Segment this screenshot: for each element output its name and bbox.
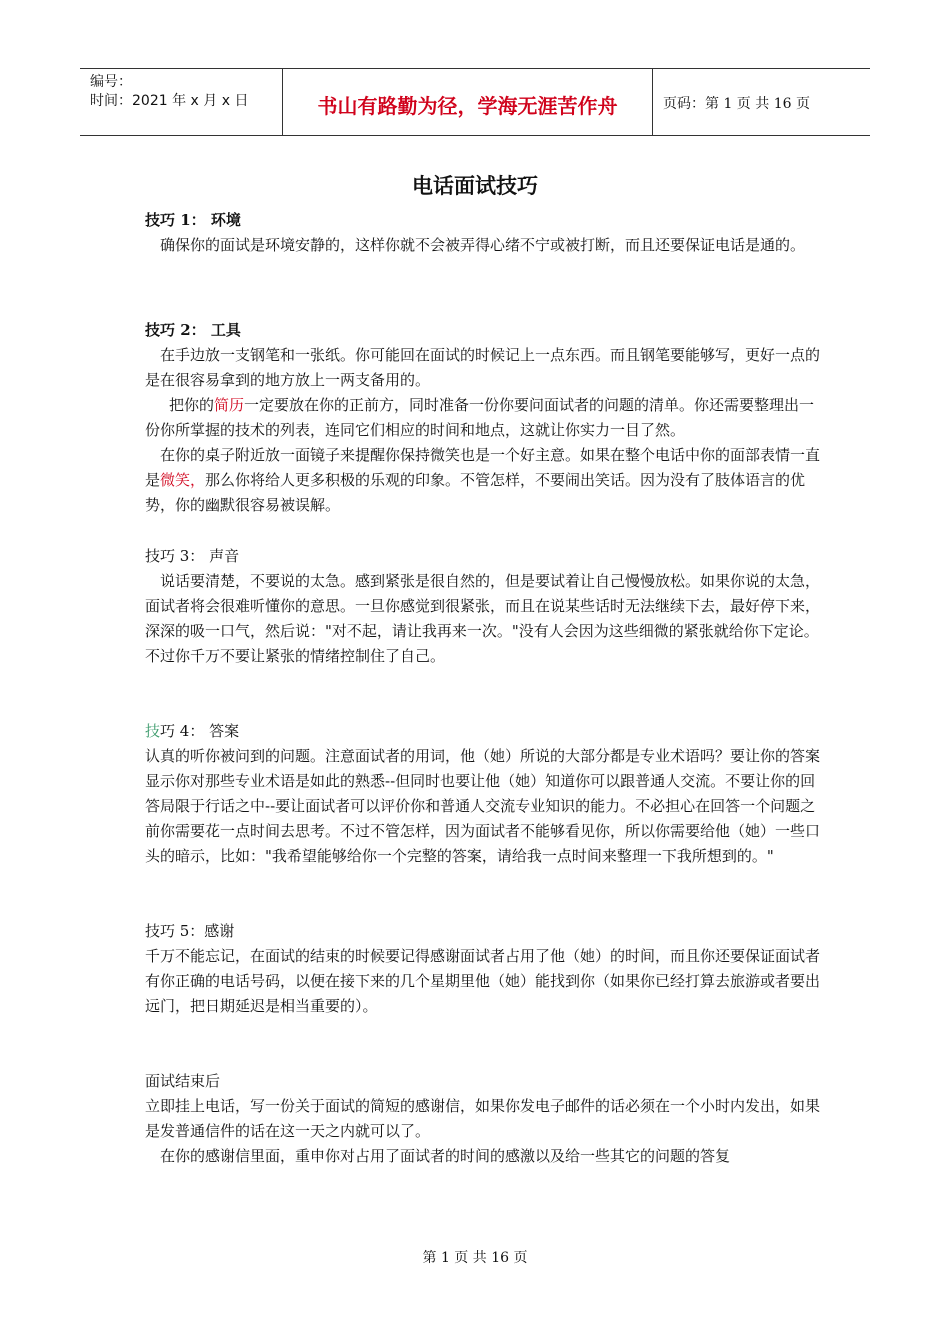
tip-3-paragraph: 说话要清楚，不要说的太急。感到紧张是很自然的，但是要试着让自己慢慢放松。如果你说的太急，面试者将会很难听懂你的意思。一旦你感觉到很紧张，而且在说某些话时无法继续下去，最好停下来，深深的吸一口气，然后说："对不起，请让我再来一次。"没有人会因为这些细微的紧张就给你下定论。不过你千万不要让紧张的情绪控制住了自己。: [145, 572, 821, 665]
tip-3-heading: 技巧 3： 声音: [145, 547, 240, 565]
highlight-resume: 简历: [214, 396, 245, 414]
header-table: [80, 68, 870, 136]
tip-2-paragraph-2: 把你的简历一定要放在你的正前方，同时准备一份你要问面试者的问题的清单。你还需要整理出一份你所掌握的技术的列表，连同它们相应的时间和地点，这就让你实力一目了然。: [145, 396, 815, 439]
header-motto: 书山有路勤为径，学海无涯苦作舟: [283, 69, 653, 135]
header-page-info: 页码：第 1 页 共 16 页: [663, 96, 810, 112]
tip-1-paragraph: 确保你的面试是环境安静的，这样你就不会被弄得心绪不宁或被打断，而且还要保证电话是通的。: [160, 236, 806, 254]
tip-2-heading: 技巧 2： 工具: [145, 321, 241, 339]
highlight-smile: 微笑，: [160, 471, 206, 489]
after-interview-paragraph-2: 在你的感谢信里面，重申你对占用了面试者的时间的感激以及给一些其它的问题的答复: [160, 1147, 731, 1165]
tip-5-paragraph: 千万不能忘记，在面试的结束的时候要记得感谢面试者占用了他（她）的时间，而且你还要保证面试者有你正确的电话号码，以便在接下来的几个星期里他（她）能找到你（如果你已经打算去旅游或者要出远门，把日期延迟是相当重要的）。: [145, 947, 821, 1015]
time-label: 时间：2021 年 x 月 x 日: [90, 93, 249, 109]
tip-5-heading: 技巧 5：感谢: [145, 922, 235, 940]
header-meta: [80, 69, 283, 135]
page-footer: 第 1 页 共 16 页: [422, 1250, 528, 1266]
after-interview-heading: 面试结束后: [145, 1072, 221, 1090]
tip-2-paragraph-1: 在手边放一支钢笔和一张纸。你可能回在面试的时候记上一点东西。而且钢笔要能够写，更好一点的是在很容易拿到的地方放上一两支备用的。: [145, 346, 821, 389]
document-body: [145, 208, 820, 1169]
tip-1-heading: 技巧 1： 环境: [145, 211, 241, 229]
number-label: 编号：: [90, 74, 132, 90]
tip-4-paragraph: 认真的听你被问到的问题。注意面试者的用词，他（她）所说的大部分都是专业术语吗？要让你的答案显示你对那些专业术语是如此的熟悉--但同时也要让他（她）知道你可以跟普通人交流。不要让你的回答局限于行话之中--要让面试者可以评价你和普通人交流专业知识的能力。不必担心在回答一个问题之前你需要花一点时间去思考。不过不管怎样，因为面试者不能够看见你，所以你需要给他（她）一些口头的暗示，比如："我希望能够给你一个完整的答案，请给我一点时间来整理一下我所想到的。": [145, 747, 821, 865]
document-title: 电话面试技巧: [412, 174, 538, 198]
tip-4-heading: 技巧 4： 答案: [145, 722, 240, 740]
tip-2-paragraph-3: 在你的桌子附近放一面镜子来提醒你保持微笑也是一个好主意。如果在整个电话中你的面部表情一直是微笑，那么你将给人更多积极的乐观的印象。不管怎样，不要闹出笑话。因为没有了肢体语言的优势，你的幽默很容易被误解。: [145, 446, 821, 514]
after-interview-paragraph-1: 立即挂上电话，写一份关于面试的简短的感谢信，如果你发电子邮件的话必须在一个小时内发出，如果是发普通信件的话在这一天之内就可以了。: [145, 1097, 821, 1140]
